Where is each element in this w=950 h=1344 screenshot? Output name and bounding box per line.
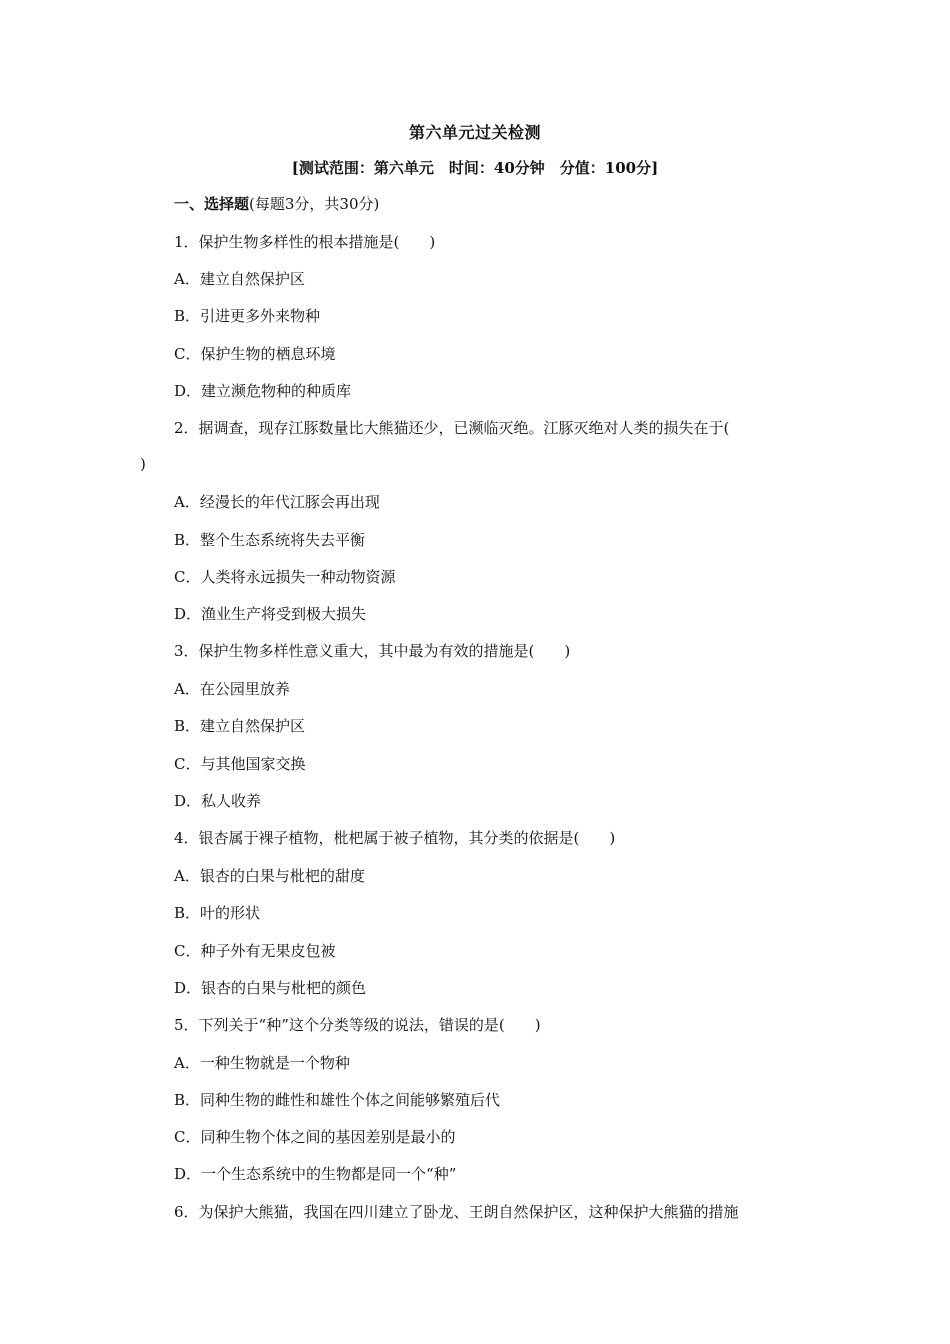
question-stem: 5．下列关于“种”这个分类等级的说法，错误的是( ) bbox=[174, 1016, 541, 1034]
option: A．一种生物就是一个物种 bbox=[174, 1054, 350, 1072]
option: D．一个生态系统中的生物都是同一个“种” bbox=[174, 1165, 457, 1183]
question-stem-continuation: ) bbox=[140, 455, 146, 473]
option: C．同种生物个体之间的基因差别是最小的 bbox=[174, 1128, 456, 1146]
section-title: 一、选择题 bbox=[174, 195, 250, 213]
section-note: (每题3分，共30分) bbox=[249, 195, 380, 213]
option: B．叶的形状 bbox=[174, 904, 261, 922]
option: C．与其他国家交换 bbox=[174, 755, 306, 773]
question-stem: 3．保护生物多样性意义重大，其中最为有效的措施是( ) bbox=[174, 642, 571, 660]
question-stem: 1．保护生物多样性的根本措施是( ) bbox=[174, 233, 436, 251]
option: A．银杏的白果与枇杷的甜度 bbox=[174, 867, 365, 885]
option: B．同种生物的雌性和雄性个体之间能够繁殖后代 bbox=[174, 1091, 501, 1109]
option: D．银杏的白果与枇杷的颜色 bbox=[174, 979, 367, 997]
option: A．在公园里放养 bbox=[174, 680, 290, 698]
test-info: [测试范围：第六单元 时间：40分钟 分值：100分] bbox=[291, 159, 659, 177]
question-stem: 6．为保护大熊猫，我国在四川建立了卧龙、王朗自然保护区，这种保护大熊猫的措施 bbox=[174, 1203, 739, 1221]
option: A．建立自然保护区 bbox=[174, 270, 305, 288]
option: B．建立自然保护区 bbox=[174, 717, 306, 735]
question-stem: 2．据调查，现存江豚数量比大熊猫还少，已濒临灭绝。江豚灭绝对人类的损失在于( bbox=[174, 419, 730, 437]
document-title: 第六单元过关检测 bbox=[408, 123, 541, 142]
option: B．整个生态系统将失去平衡 bbox=[174, 531, 366, 549]
option: D．建立濒危物种的种质库 bbox=[174, 382, 352, 400]
section-heading bbox=[174, 193, 379, 214]
option: C．人类将永远损失一种动物资源 bbox=[174, 568, 396, 586]
question-stem: 4．银杏属于裸子植物，枇杷属于被子植物，其分类的依据是( ) bbox=[174, 829, 616, 847]
option: C．种子外有无果皮包被 bbox=[174, 942, 336, 960]
option: B．引进更多外来物种 bbox=[174, 307, 321, 325]
option: D．私人收养 bbox=[174, 792, 262, 810]
option: D．渔业生产将受到极大损失 bbox=[174, 605, 367, 623]
option: C．保护生物的栖息环境 bbox=[174, 345, 336, 363]
option: A．经漫长的年代江豚会再出现 bbox=[174, 493, 380, 511]
